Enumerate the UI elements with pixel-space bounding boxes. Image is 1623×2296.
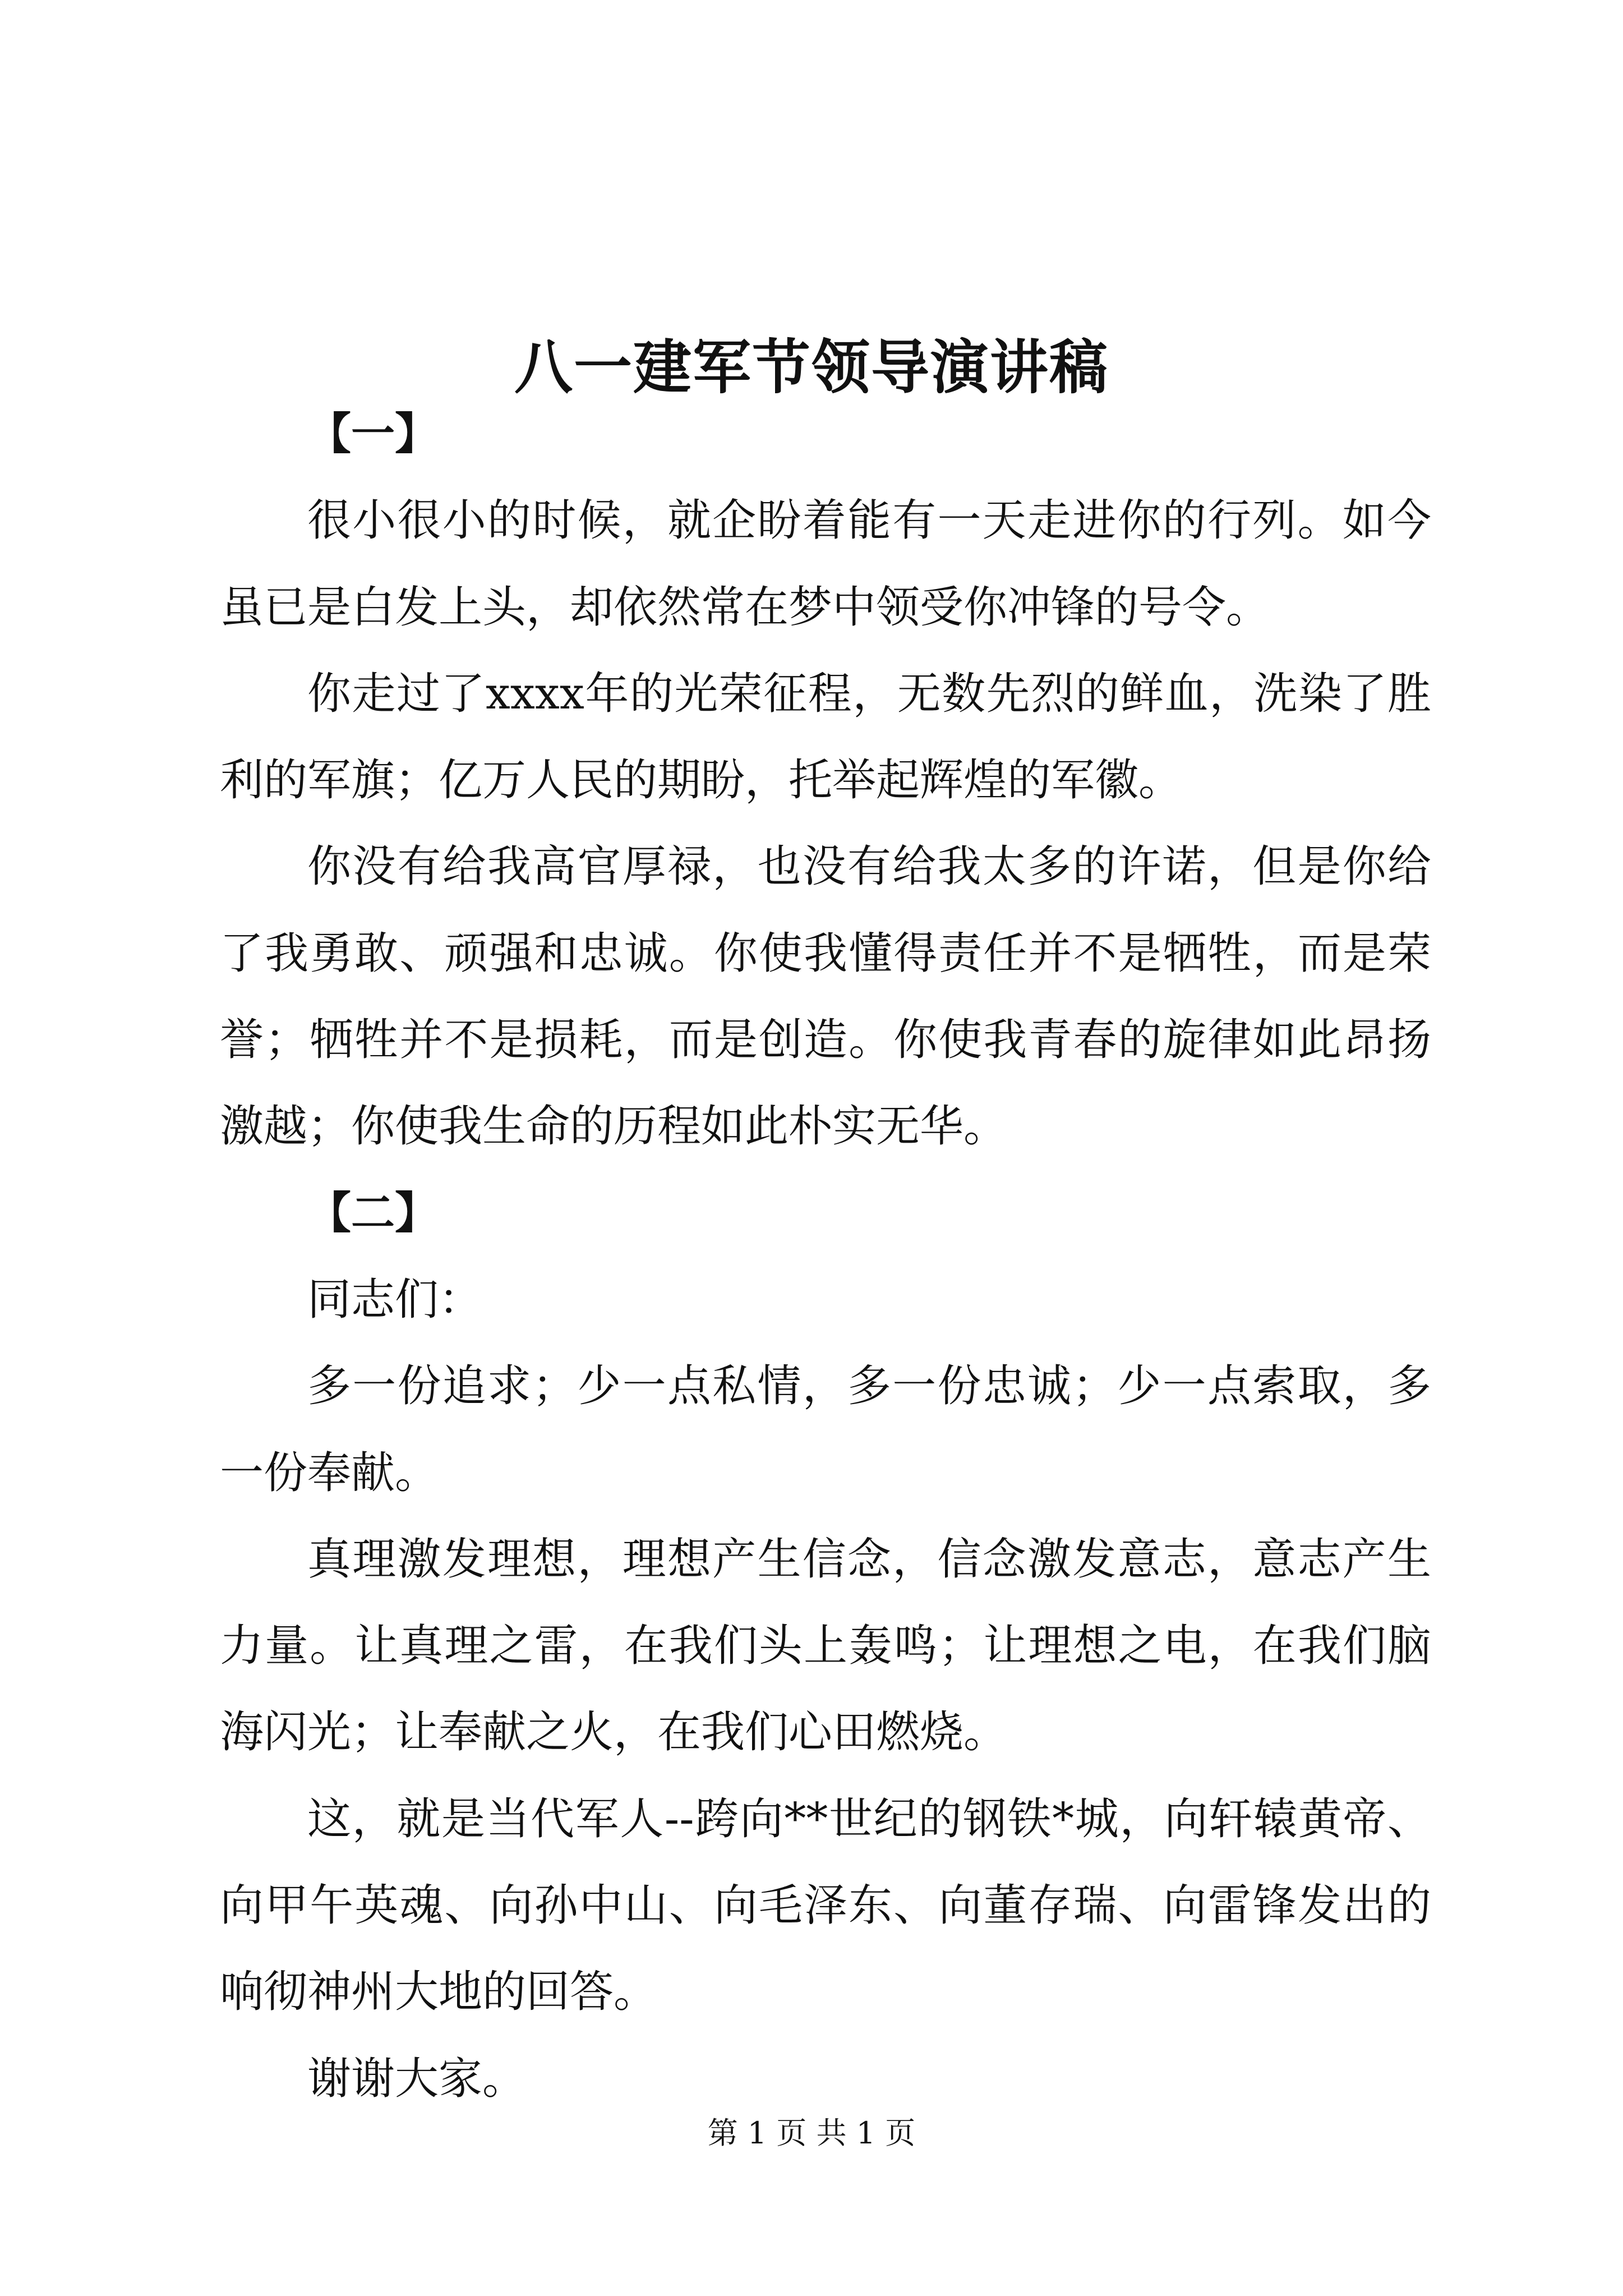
closing-line: 谢谢大家。: [307, 2053, 527, 2104]
section-heading-1: 【一】: [307, 408, 439, 459]
paragraph: 很小很小的时候，就企盼着能有一天走进你的行列。如今虽已是白发上头，却依然常在梦中领受你冲锋的号令。: [220, 495, 1431, 633]
paragraph: 你没有给我高官厚禄，也没有给我太多的许诺，但是你给了我勇敢、顽强和忠诚。你使我懂得责任并不是牺牲，而是荣誉；牺牲并不是损耗，而是创造。你使我青春的旋律如此昂扬激越；你使我生命的历程如此朴实无华。: [220, 841, 1431, 1152]
page-footer: 第 1 页 共 1 页: [707, 2115, 916, 2151]
paragraph: 真理激发理想，理想产生信念，信念激发意志，意志产生力量。让真理之雷，在我们头上轰鸣；让理想之电，在我们脑海闪光；让奉献之火，在我们心田燃烧。: [220, 1534, 1431, 1758]
salutation: 同志们：: [307, 1274, 483, 1325]
paragraph: 这，就是当代军人--跨向**世纪的钢铁*城，向轩辕黄帝、向甲午英魂、向孙中山、向毛泽东、向董存瑞、向雷锋发出的响彻神州大地的回答。: [220, 1793, 1431, 2018]
document-title: 八一建军节领导演讲稿: [514, 332, 1109, 402]
paragraph: 多一份追求；少一点私情，多一份忠诚；少一点索取，多一份奉献。: [220, 1361, 1431, 1498]
document-body: [220, 391, 1431, 2122]
section-heading-2: 【二】: [307, 1187, 439, 1239]
paragraph: 你走过了xxxx年的光荣征程，无数先烈的鲜血，洗染了胜利的军旗；亿万人民的期盼，托举起辉煌的军徽。: [220, 668, 1431, 806]
